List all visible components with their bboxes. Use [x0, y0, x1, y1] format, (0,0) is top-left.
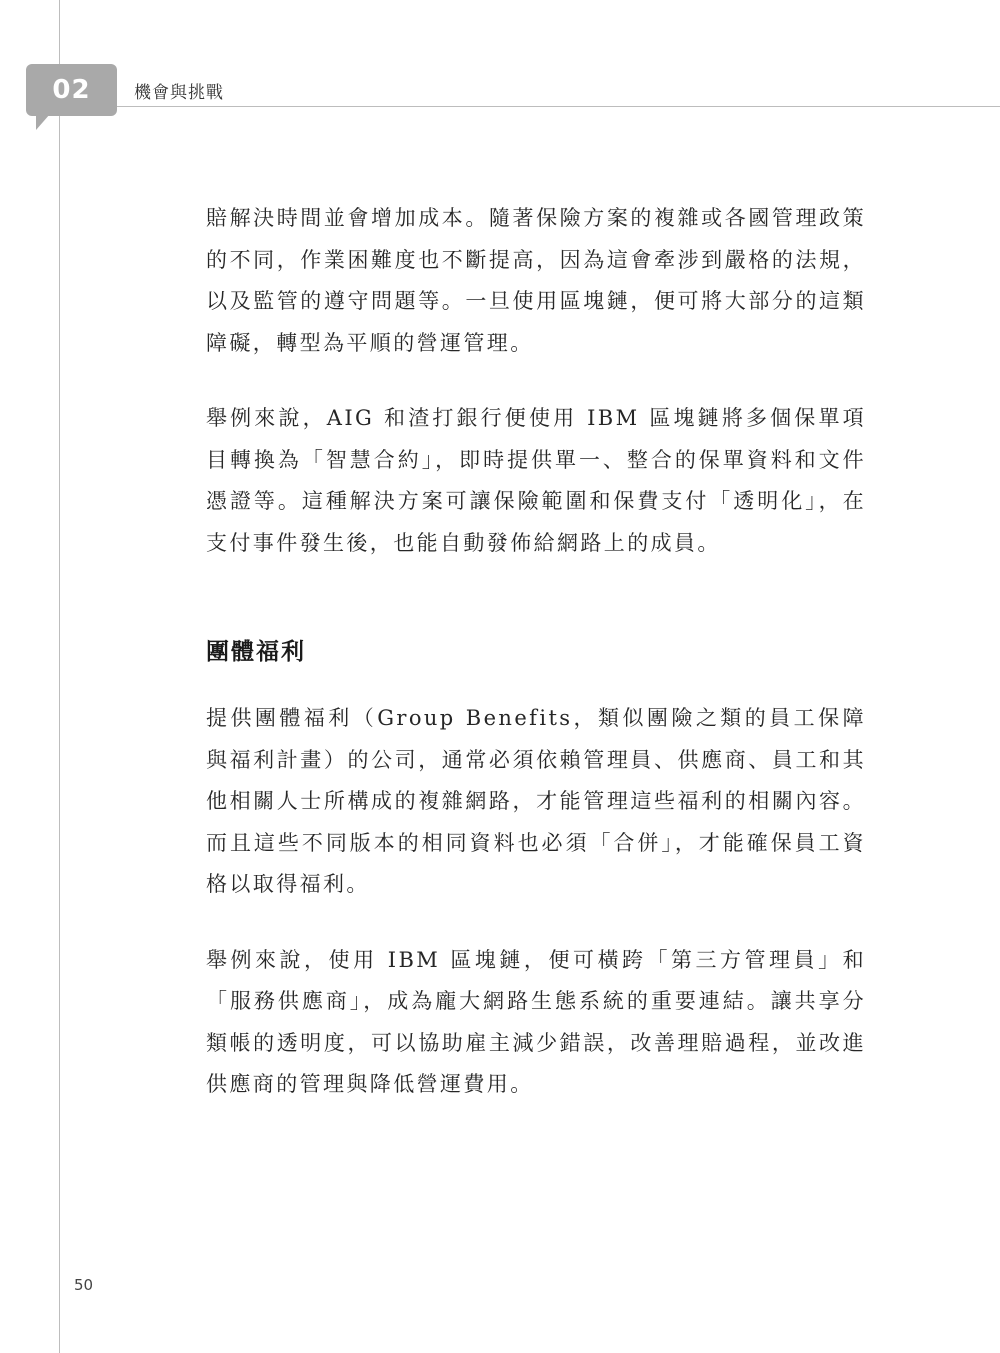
page-number: 50	[74, 1276, 94, 1294]
chapter-badge-tail	[36, 114, 50, 130]
body-paragraph-4: 舉例來說，使用 IBM 區塊鏈，便可橫跨「第三方管理員」和「服務供應商」，成為龐大網路生態系統的重要連結。讓共享分類帳的透明度，可以協助雇主減少錯誤，改善理賠過程，並改進供應商的管理與降低營運費用。	[206, 947, 866, 1096]
chapter-title: 機會與挑戰	[134, 83, 224, 103]
chapter-number-badge	[26, 64, 117, 116]
body-paragraph-3: 提供團體福利（Group Benefits，類似團險之類的員工保障與福利計畫）的公司，通常必須依賴管理員、供應商、員工和其他相關人士所構成的複雜網路，才能管理這些福利的相關內容。而且這些不同版本的相同資料也必須「合併」，才能確保員工資格以取得福利。	[206, 706, 866, 896]
left-margin-rule	[59, 0, 60, 1353]
page-content	[206, 198, 866, 1106]
chapter-number: 02	[52, 75, 91, 105]
body-paragraph-2: 舉例來說，AIG 和渣打銀行便使用 IBM 區塊鏈將多個保單項目轉換為「智慧合約」，即時提供單一、整合的保單資料和文件憑證等。這種解決方案可讓保險範圍和保費支付「透明化」，在支付事件發生後，也能自動發佈給網路上的成員。	[206, 406, 866, 555]
section-heading: 團體福利	[206, 639, 306, 665]
header-rule	[116, 106, 1000, 107]
body-paragraph-1: 賠解決時間並會增加成本。隨著保險方案的複雜或各國管理政策的不同，作業困難度也不斷提高，因為這會牽涉到嚴格的法規，以及監管的遵守問題等。一旦使用區塊鏈，便可將大部分的這類障礙，轉型為平順的營運管理。	[206, 206, 866, 355]
